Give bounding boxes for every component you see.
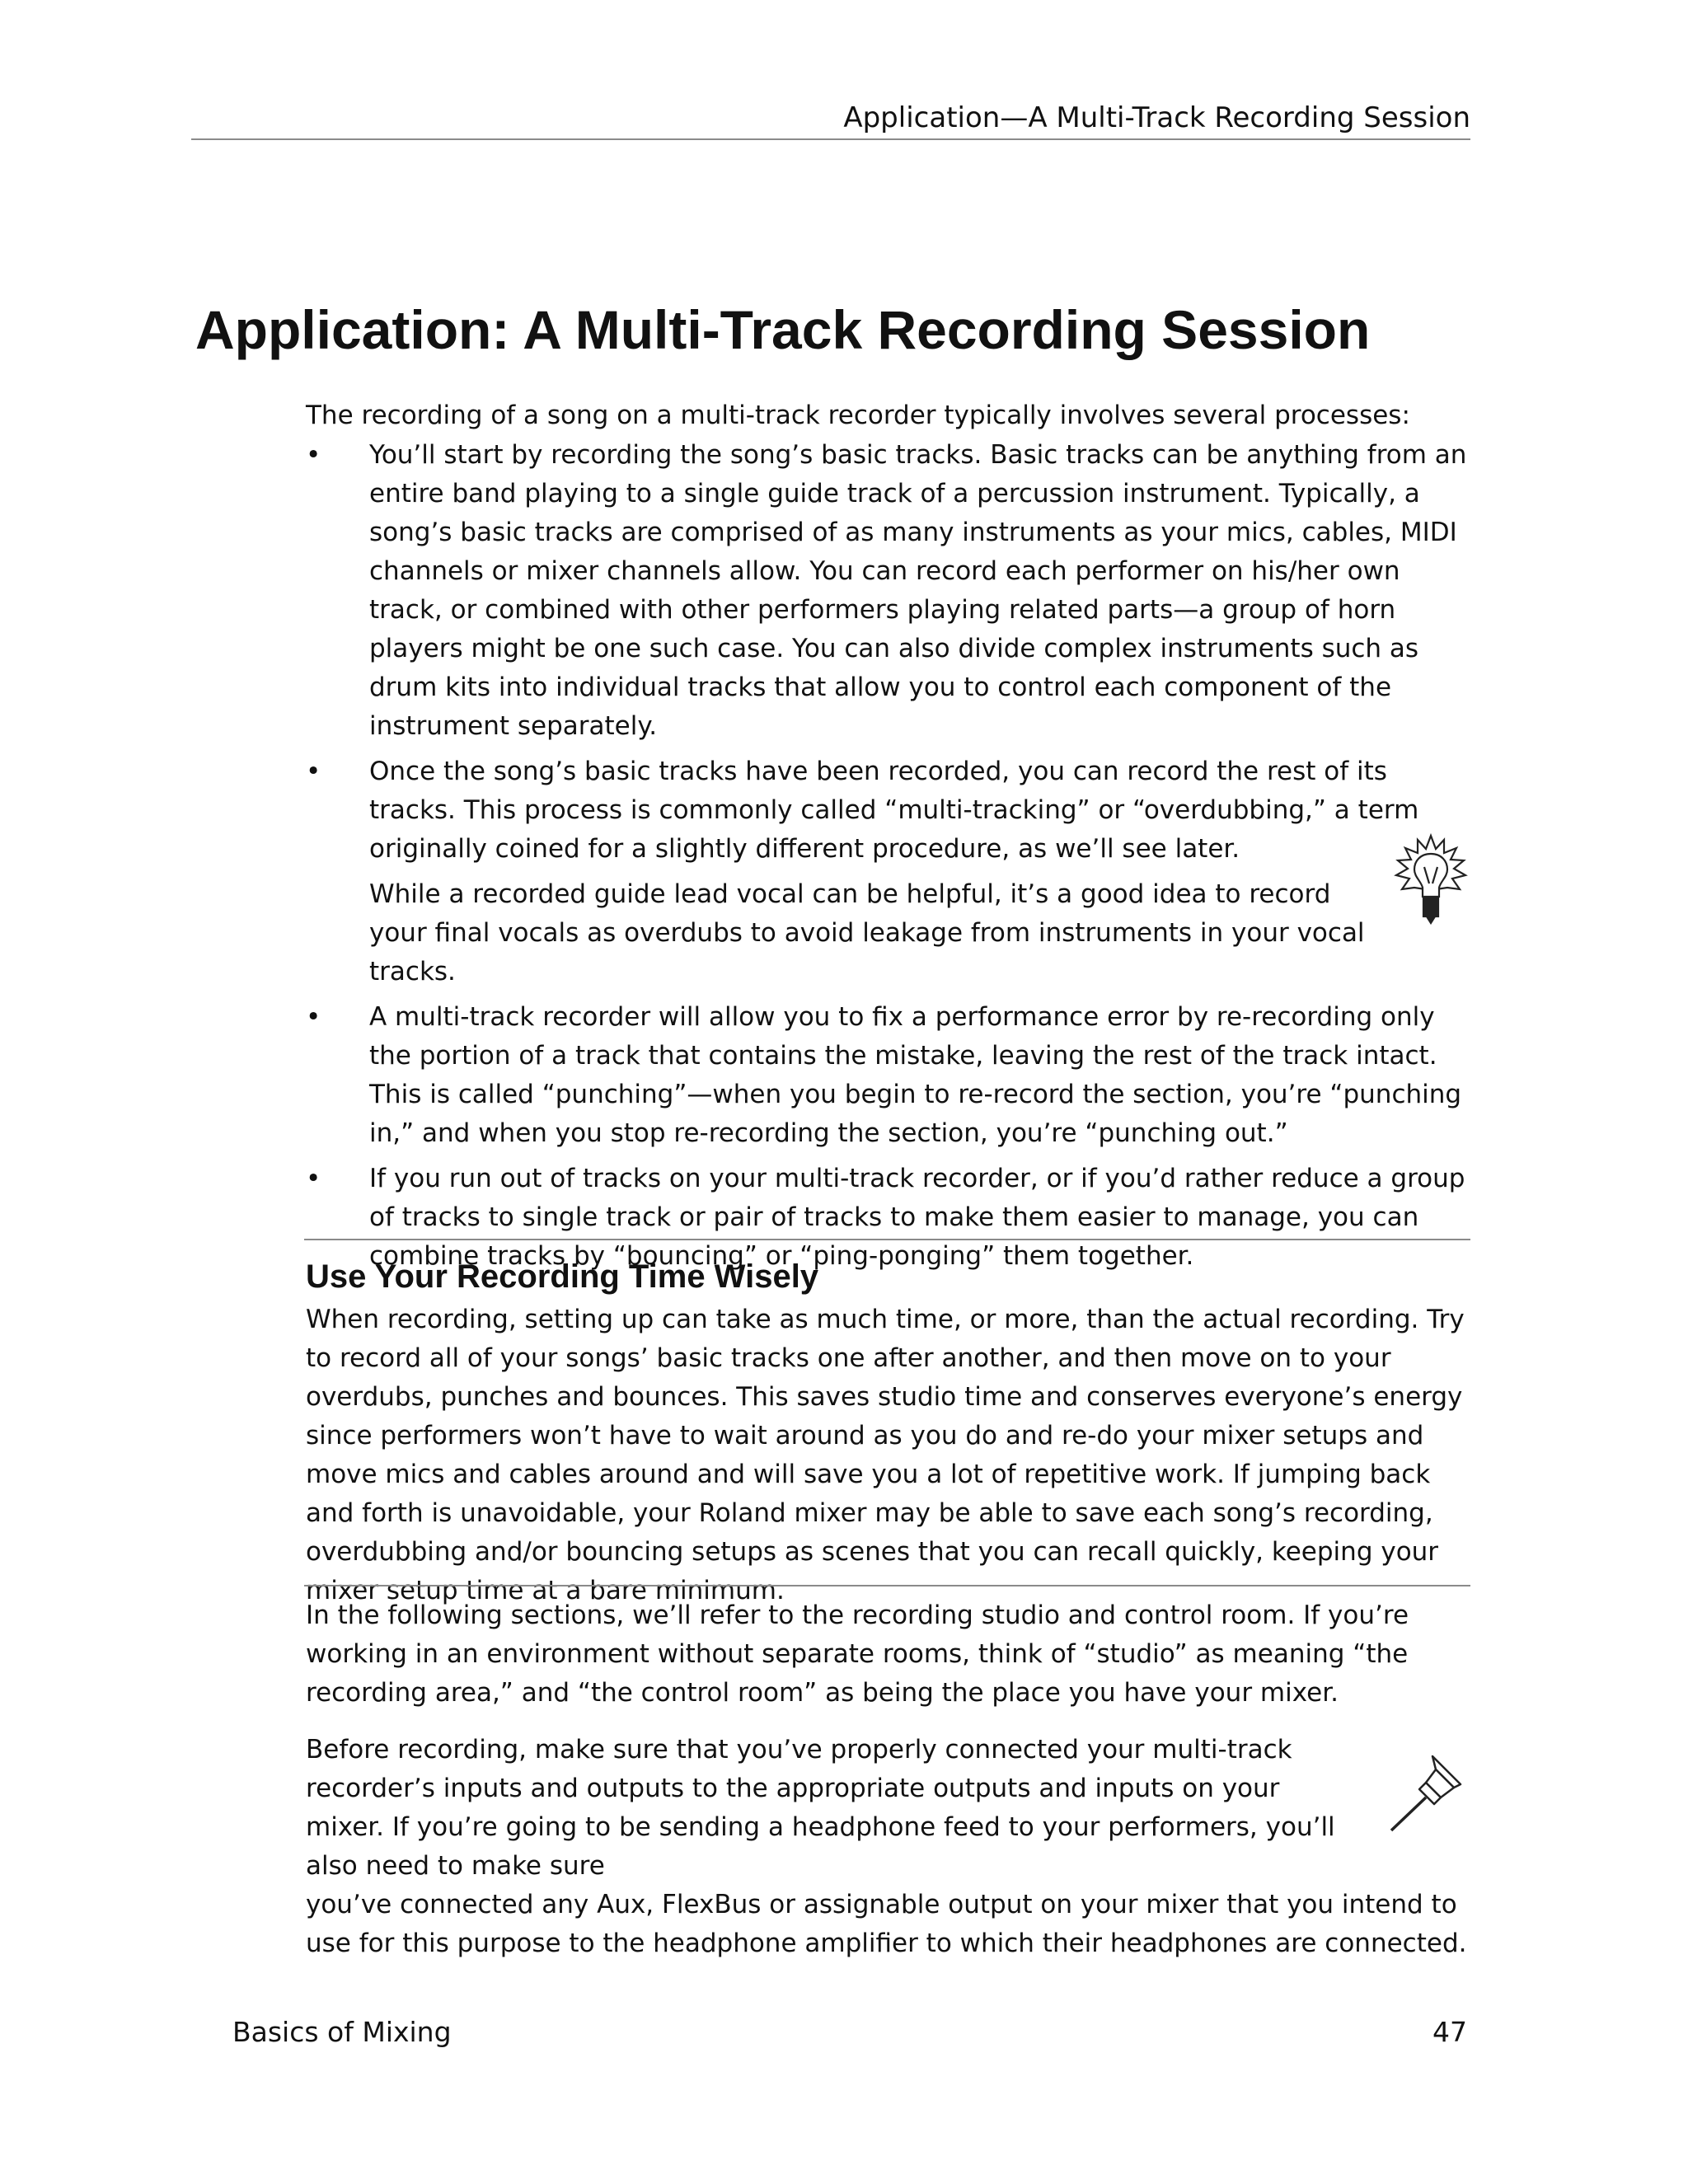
list-item: [306, 752, 1470, 991]
header-rule: [191, 138, 1470, 140]
page-title: Application: A Multi-Track Recording Session: [195, 299, 1371, 360]
list-item: [306, 998, 1470, 1153]
bullet-icon: •: [306, 757, 321, 786]
tip-text: While a recorded guide lead vocal can be helpful, it’s a good idea to record your final vocals as overdubs to avoid leakage from instruments in your vocal tracks.: [369, 879, 1365, 987]
note-text-rest: you’ve connected any Aux, FlexBus or assignable output on your mixer that you intend to use for this purpose to the headphone amplifier to which their headphones are connected.: [306, 1890, 1467, 1958]
sidebar-heading: Use Your Recording Time Wisely: [306, 1258, 819, 1295]
bullet-icon: •: [306, 440, 321, 470]
bullet-icon: •: [306, 1164, 321, 1193]
list-item: [306, 436, 1470, 746]
sidebar-bottom-rule: [304, 1585, 1470, 1586]
process-list: [306, 436, 1470, 1282]
list-item-text: If you run out of tracks on your multi-track recorder, or if you’d rather reduce a group of tracks to single track or pair of tracks to make them easier to manage, you can combine tracks by “bouncing” or “ping-ponging” them together.: [369, 1164, 1465, 1271]
footer-book-title: Basics of Mixing: [232, 2016, 452, 2048]
note-text-beside-icon: Before recording, make sure that you’ve properly connected your multi-track recorder’s inputs and outputs to the appropriate outputs and inputs on your mixer. If you’re going to be sending a headphone feed to your performers, you’ll also need to make sure: [306, 1735, 1335, 1881]
connection-note-paragraph: [306, 1731, 1470, 1963]
sidebar-body: When recording, setting up can take as much time, or more, than the actual recording. Try to record all of your songs’ basic tracks one after another, and then move on to your overdubs, punches and bounces. This saves studio time and conserves everyone’s energy since performers won’t have to wait around as you do and re-do your mixer setups and move mics and cables around and will save you a lot of repetitive work. If jumping back and forth is unavoidable, your Roland mixer may be able to save each song’s recording, overdubbing and/or bouncing setups as scenes that you can recall quickly, keeping your mixer setup time at a bare minimum.: [306, 1305, 1465, 1605]
intro-paragraph: The recording of a song on a multi-track recorder typically involves several processes:: [306, 401, 1410, 430]
list-item-text: You’ll start by recording the song’s basic tracks. Basic tracks can be anything from an entire band playing to a single guide track of a percussion instrument. Typically, a song’s basic tracks are comprised of as many instruments as your mics, cables, MIDI channels or mixer channels allow. You can record each performer on his/her own track, or combined with other performers playing related parts—a group of horn players might be one such case. You can also divide complex instruments such as drum kits into individual tracks that allow you to control each component of the instrument separately.: [369, 440, 1467, 741]
running-header: Application—A Multi-Track Recording Session: [843, 101, 1470, 134]
sidebar-top-rule: [304, 1239, 1470, 1240]
studio-definition-paragraph: In the following sections, we’ll refer to the recording studio and control room. If you’re working in an environment without separate rooms, think of “studio” as meaning “the recording area,” and “the control room” as being the place you have your mixer.: [306, 1601, 1409, 1708]
list-item-text: A multi-track recorder will allow you to fix a performance error by re-recording only the portion of a track that contains the mistake, leaving the rest of the track intact. This is called “punching”—when you begin to re-record the section, you’re “punching in,” and when you stop re-recording the section, you’re “punching out.”: [369, 1002, 1462, 1148]
list-item-text: Once the song’s basic tracks have been recorded, you can record the rest of its tracks. This process is commonly called “multi-tracking” or “overdubbing,” a term originally coined for a slightly different procedure, as we’ll see later.: [369, 757, 1419, 864]
pushpin-icon: [1385, 1751, 1467, 1834]
page-number: 47: [1432, 2016, 1467, 2048]
bullet-icon: •: [306, 1002, 321, 1032]
lightbulb-icon: [1393, 832, 1469, 925]
